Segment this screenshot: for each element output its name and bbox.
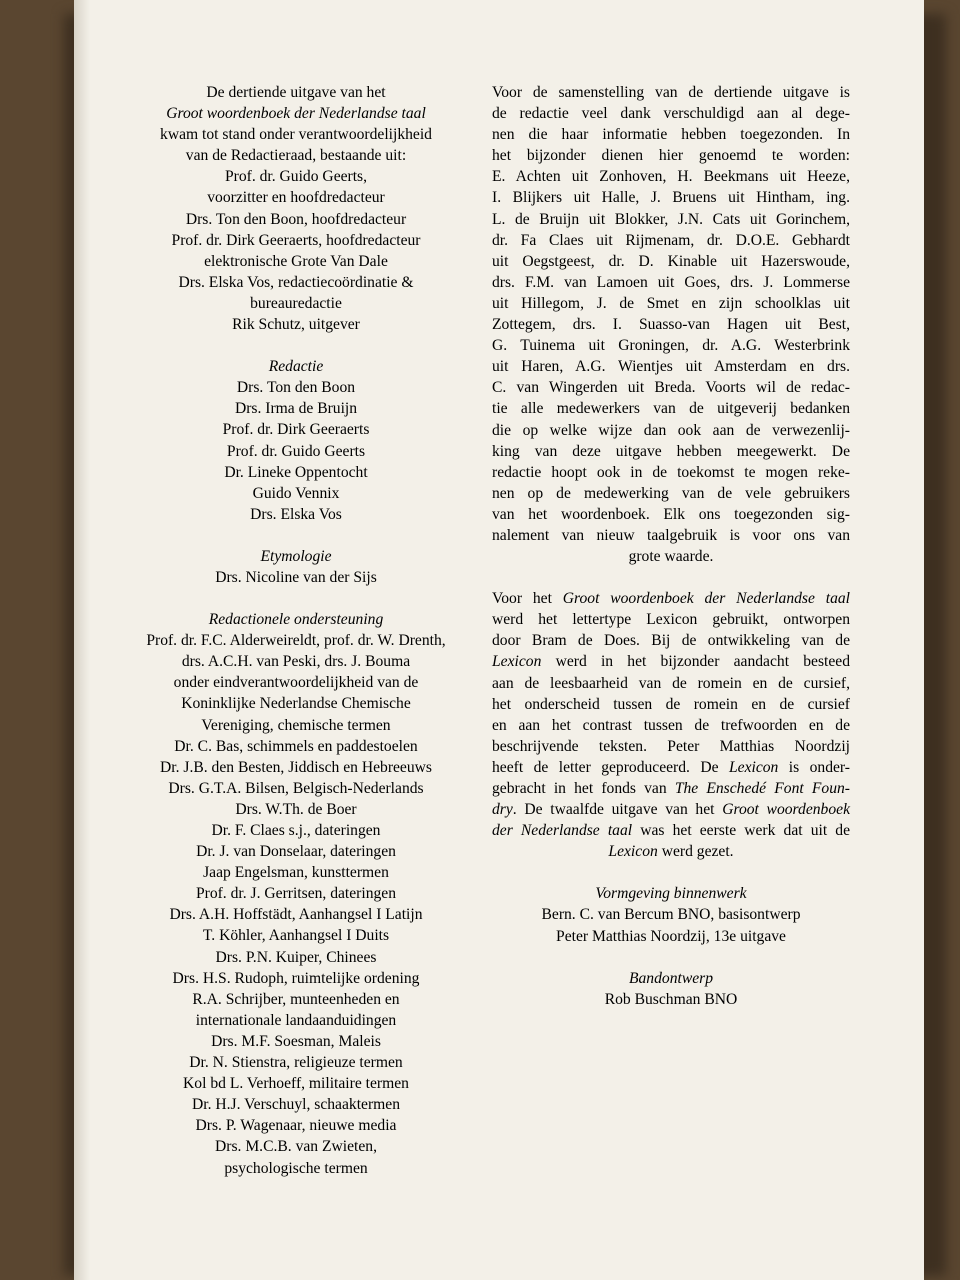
paragraph-line: Zottegem, drs. I. Suasso-van Hagen uit Best,	[492, 316, 850, 334]
paragraph-line: C. van Wingerden uit Breda. Voorts wil de redac-	[492, 379, 850, 397]
text-run: werd in het bijzonder aandacht besteed	[541, 653, 850, 671]
paragraph-line	[492, 588, 850, 609]
ondersteuning-line: Prof. dr. F.C. Alderweireldt, prof. dr. W. Drenth,	[146, 632, 446, 650]
book-title: Groot woordenboek	[722, 801, 850, 819]
paragraph-line: G. Tuinema uit Groningen, dr. A.G. Westerbrink	[492, 337, 850, 355]
ondersteuning-line: Drs. G.T.A. Bilsen, Belgisch-Nederlands	[168, 779, 424, 797]
text-run: . De twaalfde uitgave van het	[512, 801, 723, 819]
paragraph-line: E. Achten uit Zonhoven, H. Beekmans uit Heeze,	[492, 168, 850, 186]
paragraph-line: L. de Bruijn uit Blokker, J.N. Cats uit Gorinchem,	[492, 210, 850, 228]
paragraph-line	[492, 799, 850, 820]
text-run: was het eerste werk dat uit de	[632, 822, 850, 840]
ondersteuning-line: Koninklijke Nederlandse Chemische	[181, 695, 411, 713]
intro-line: kwam tot stand onder verantwoordelijkheid	[160, 126, 432, 144]
paragraph-line: uit Haren, A.G. Wientjes uit Amsterdam en drs.	[492, 358, 850, 376]
ondersteuning-line: Drs. P. Wagenaar, nieuwe media	[195, 1117, 397, 1135]
redactie-heading: Redactie	[268, 358, 324, 376]
intro-line: Groot woordenboek der Nederlandse taal	[166, 105, 426, 123]
page-fold	[74, 0, 90, 1280]
paragraph-line: redactie hoopt ook in de toekomst te mogen reke-	[492, 463, 850, 481]
ondersteuning-line: Drs. M.F. Soesman, Maleis	[211, 1032, 381, 1050]
paragraph-line: uit Oegstgeest, dr. D. Kinable uit Hazerswoude,	[492, 252, 850, 270]
ondersteuning-heading: Redactionele ondersteuning	[208, 611, 384, 629]
vormgeving-section	[492, 883, 850, 946]
paragraph-line: en aan het contrast tussen de trefwoorden en de	[492, 716, 850, 734]
typeface-name: Lexicon	[492, 653, 542, 671]
paragraph-line: nalement van nieuw taalgebruik is voor ons van	[492, 526, 850, 544]
paragraph-line: king van deze uitgave hebben meegewerkt. De	[492, 442, 850, 460]
right-column	[492, 82, 850, 1010]
ondersteuning-line: R.A. Schrijber, munteenheden en	[192, 990, 400, 1008]
paragraph-line: nen die haar informatie hebben toegezonden. In	[492, 126, 850, 144]
book-title: der Nederlandse taal	[492, 822, 633, 840]
paragraph-line	[492, 651, 850, 672]
redactie-member: Drs. Elska Vos	[250, 505, 342, 523]
typeface-paragraph	[492, 588, 850, 862]
paragraph-line: de redactie veel dank verschuldigd aan al dege-	[492, 105, 850, 123]
ondersteuning-line: Dr. N. Stienstra, religieuze termen	[189, 1054, 403, 1072]
paragraph-line: Voor de samenstelling van de dertiende uitgave is	[492, 84, 850, 101]
paragraph-line: het bijzonder dienen hier genoemd te worden:	[492, 147, 850, 165]
foundry-name: dry	[492, 801, 513, 819]
left-column	[116, 82, 476, 1179]
ondersteuning-line: Vereniging, chemische termen	[201, 716, 391, 734]
intro-line: voorzitter en hoofdredacteur	[207, 189, 385, 207]
vormgeving-credit: Bern. C. van Bercum BNO, basisontwerp	[541, 906, 801, 924]
ondersteuning-line: onder eindverantwoordelijkheid van de	[173, 674, 419, 692]
ondersteuning-section	[116, 609, 476, 1179]
ondersteuning-line: Dr. F. Claes s.j., dateringen	[211, 822, 381, 839]
intro-line: Rik Schutz, uitgever	[232, 316, 360, 334]
paragraph-line: het onderscheid tussen de romein en de cursief	[492, 695, 850, 713]
paragraph-line: drs. F.M. van Lamoen uit Goes, drs. J. Lommerse	[492, 273, 850, 291]
paragraph-line: van het woordenboek. Elk ons toegezonden sig-	[492, 505, 850, 523]
redactie-member: Drs. Ton den Boon	[236, 379, 356, 397]
etymologie-member: Drs. Nicoline van der Sijs	[215, 568, 377, 586]
intro-line: Drs. Elska Vos, redactiecoördinatie &	[178, 273, 414, 291]
redactie-member: Prof. dr. Dirk Geeraerts	[222, 421, 370, 439]
vormgeving-heading: Vormgeving binnenwerk	[595, 885, 747, 903]
intro-line: Prof. dr. Dirk Geeraerts, hoofdredacteur	[171, 231, 421, 249]
ondersteuning-line: Drs. W.Th. de Boer	[235, 800, 357, 818]
paragraph-line	[492, 757, 850, 778]
intro-line: bureauredactie	[250, 294, 342, 312]
ondersteuning-line: Drs. H.S. Rudoph, ruimtelijke ordening	[172, 969, 420, 987]
ondersteuning-line: Jaap Engelsman, kunsttermen	[203, 864, 389, 882]
foundry-name: The Enschedé Font Foun-	[674, 780, 850, 797]
ondersteuning-line: Drs. A.H. Hoffstädt, Aanhangsel I Latijn	[169, 906, 423, 924]
ondersteuning-line: Dr. C. Bas, schimmels en paddestoelen	[174, 737, 418, 755]
ondersteuning-line: T. Köhler, Aanhangsel I Duits	[202, 927, 390, 945]
typeface-name: Lexicon	[728, 758, 779, 776]
bandontwerp-credit: Rob Buschman BNO	[604, 990, 738, 1008]
intro-block	[116, 82, 476, 335]
ondersteuning-line: Prof. dr. J. Gerritsen, dateringen	[195, 885, 397, 903]
redactie-member: Guido Vennix	[252, 484, 340, 502]
text-run: is onder-	[778, 758, 850, 776]
text-run: Voor het	[492, 590, 563, 608]
ondersteuning-line: psychologische termen	[224, 1159, 368, 1177]
paragraph-line: nen op de medewerking van de vele gebruikers	[492, 484, 850, 502]
paragraph-line: door Bram de Does. Bij de ontwikkeling van de	[492, 632, 850, 650]
paragraph-line: grote waarde.	[628, 548, 714, 566]
etymologie-section	[116, 546, 476, 588]
intro-line: van de Redactieraad, bestaande uit:	[185, 147, 407, 165]
bandontwerp-section	[492, 968, 850, 1010]
paragraph-line: tie alle medewerkers van de uitgeverij bedanken	[492, 400, 850, 418]
ondersteuning-line: Dr. H.J. Verschuyl, schaaktermen	[191, 1096, 400, 1114]
paragraph-line	[492, 820, 850, 841]
intro-line: De dertiende uitgave van het	[206, 84, 386, 101]
intro-line: elektronische Grote Van Dale	[204, 252, 388, 270]
redactie-member: Drs. Irma de Bruijn	[234, 400, 358, 418]
text-run: heeft de letter geproduceerd. De	[492, 758, 729, 776]
acknowledgement-paragraph	[492, 82, 850, 567]
text-run: gebracht in het fonds van	[492, 780, 675, 797]
text-run: werd gezet.	[657, 843, 734, 861]
typeface-name: Lexicon	[608, 843, 658, 861]
paragraph-line: aan de leesbaarheid van de romein en de cursief,	[492, 674, 850, 692]
paragraph-line: die op welke wijze dan ook aan de verwezenlij-	[492, 421, 850, 439]
etymologie-heading: Etymologie	[260, 547, 332, 565]
ondersteuning-line: Dr. J. van Donselaar, dateringen	[196, 843, 396, 861]
paragraph-line: I. Blijkers uit Halle, J. Bruens uit Hintham, ing.	[492, 189, 850, 207]
book-title: Groot woordenboek der Nederlandse taal	[562, 590, 850, 608]
redactie-member: Prof. dr. Guido Geerts	[226, 442, 366, 460]
paragraph-line: werd het lettertype Lexicon gebruikt, ontworpen	[492, 611, 850, 629]
ondersteuning-line: Kol bd L. Verhoeff, militaire termen	[183, 1075, 409, 1093]
intro-line: Prof. dr. Guido Geerts,	[224, 168, 368, 186]
paragraph-line: uit Hillegom, J. de Smet en zijn schoolklas uit	[492, 294, 850, 312]
ondersteuning-line: Drs. P.N. Kuiper, Chinees	[215, 948, 377, 966]
ondersteuning-line: Drs. M.C.B. van Zwieten,	[215, 1138, 377, 1156]
ondersteuning-line: internationale landaanduidingen	[195, 1011, 397, 1029]
ondersteuning-line: drs. A.C.H. van Peski, drs. J. Bouma	[181, 653, 411, 671]
redactie-section	[116, 356, 476, 525]
intro-line: Drs. Ton den Boon, hoofdredacteur	[185, 210, 407, 228]
paragraph-line: dr. Fa Claes uit Rijmenam, dr. D.O.E. Gebhardt	[492, 231, 850, 249]
paragraph-line	[492, 778, 850, 799]
paragraph-line	[492, 841, 850, 862]
paragraph-line: beschrijvende teksten. Peter Matthias Noordzij	[492, 737, 850, 755]
bandontwerp-heading: Bandontwerp	[628, 969, 714, 987]
vormgeving-credit: Peter Matthias Noordzij, 13e uitgave	[556, 927, 786, 945]
ondersteuning-line: Dr. J.B. den Besten, Jiddisch en Hebreeuws	[160, 758, 432, 776]
redactie-member: Dr. Lineke Oppentocht	[224, 463, 368, 481]
